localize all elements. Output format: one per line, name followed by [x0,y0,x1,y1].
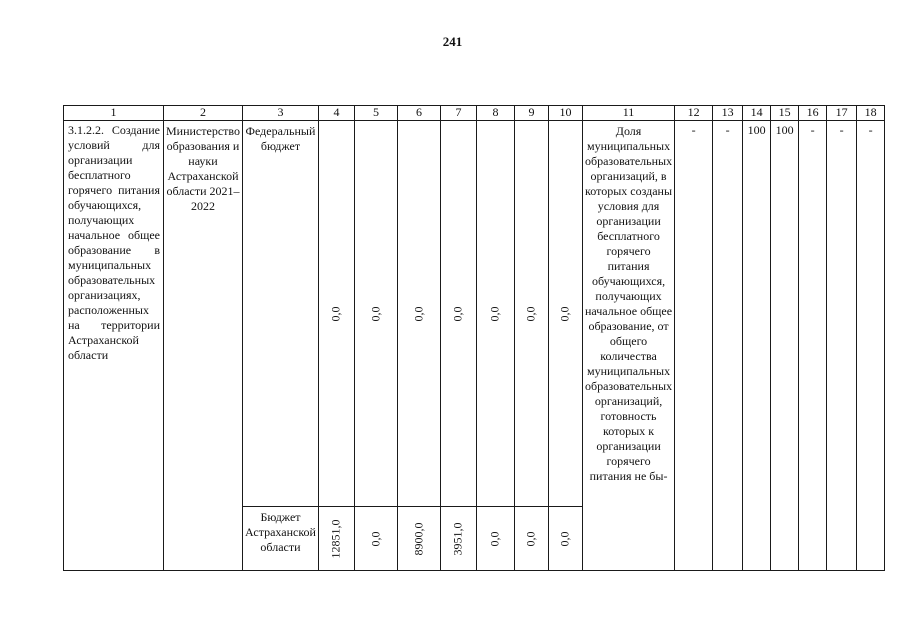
col-header: 12 [675,106,713,121]
program-table [63,105,885,571]
page-number: 241 [442,34,463,49]
value-text: 0,0 [557,306,572,321]
value-cell [476,507,514,571]
target-cell: - [799,121,827,571]
value-text: 0,0 [368,306,383,321]
col-header: 13 [713,106,743,121]
col-header: 6 [397,106,440,121]
header-row [64,106,885,121]
col-header: 4 [318,106,354,121]
col-header: 9 [514,106,548,121]
funding-source-regional: Бюджет Астраханской области [243,507,319,571]
value-text: 0,0 [328,306,343,321]
col-header: 3 [243,106,319,121]
col-header: 10 [548,106,582,121]
measure-cell: 3.1.2.2. Создание условий для организации бесплатного горячего питания обучающихся, получающих начальное общее образование в муниципальных образовательных организациях, расположенных на территории Астраханской области [64,121,164,571]
value-cell [397,121,440,507]
target-cell: 100 [771,121,799,571]
col-header: 7 [440,106,476,121]
value-text: 0,0 [557,531,572,546]
table-row-federal [64,121,885,507]
col-header: 11 [582,106,674,121]
col-header: 17 [827,106,857,121]
value-cell [397,507,440,571]
value-text: 12851,0 [328,519,343,558]
target-cell: - [827,121,857,571]
value-cell [318,121,354,507]
target-cell: - [713,121,743,571]
value-text: 0,0 [523,306,538,321]
value-cell [514,121,548,507]
value-text: 8900,0 [411,522,426,555]
value-cell [354,121,397,507]
value-text: 0,0 [523,531,538,546]
target-cell: - [675,121,713,571]
value-cell [476,121,514,507]
col-header: 5 [354,106,397,121]
value-text: 0,0 [411,306,426,321]
funding-source-federal: Федеральный бюджет [243,121,319,507]
value-cell [514,507,548,571]
col-header: 18 [857,106,885,121]
value-text: 0,0 [450,306,465,321]
value-cell [440,507,476,571]
col-header: 8 [476,106,514,121]
col-header: 14 [743,106,771,121]
target-cell: - [857,121,885,571]
value-text: 0,0 [487,306,502,321]
value-cell [548,507,582,571]
value-cell [440,121,476,507]
col-header: 15 [771,106,799,121]
col-header: 16 [799,106,827,121]
value-text: 0,0 [368,531,383,546]
col-header: 2 [164,106,243,121]
value-cell [318,507,354,571]
value-cell [354,507,397,571]
value-cell [548,121,582,507]
indicator-cell: Доля муниципальных образовательных организаций, в которых созданы условия для организации бесплатного горячего питания обучающихся, получающих начальное общее образование, от общего количества муниципальных образовательных организаций, готовность которых к организации горячего питания не бы- [582,121,674,571]
target-cell: 100 [743,121,771,571]
value-text: 0,0 [487,531,502,546]
executor-cell: Министерство образования и науки Астраханской области 2021–2022 [164,121,243,571]
col-header: 1 [64,106,164,121]
value-text: 3951,0 [450,522,465,555]
